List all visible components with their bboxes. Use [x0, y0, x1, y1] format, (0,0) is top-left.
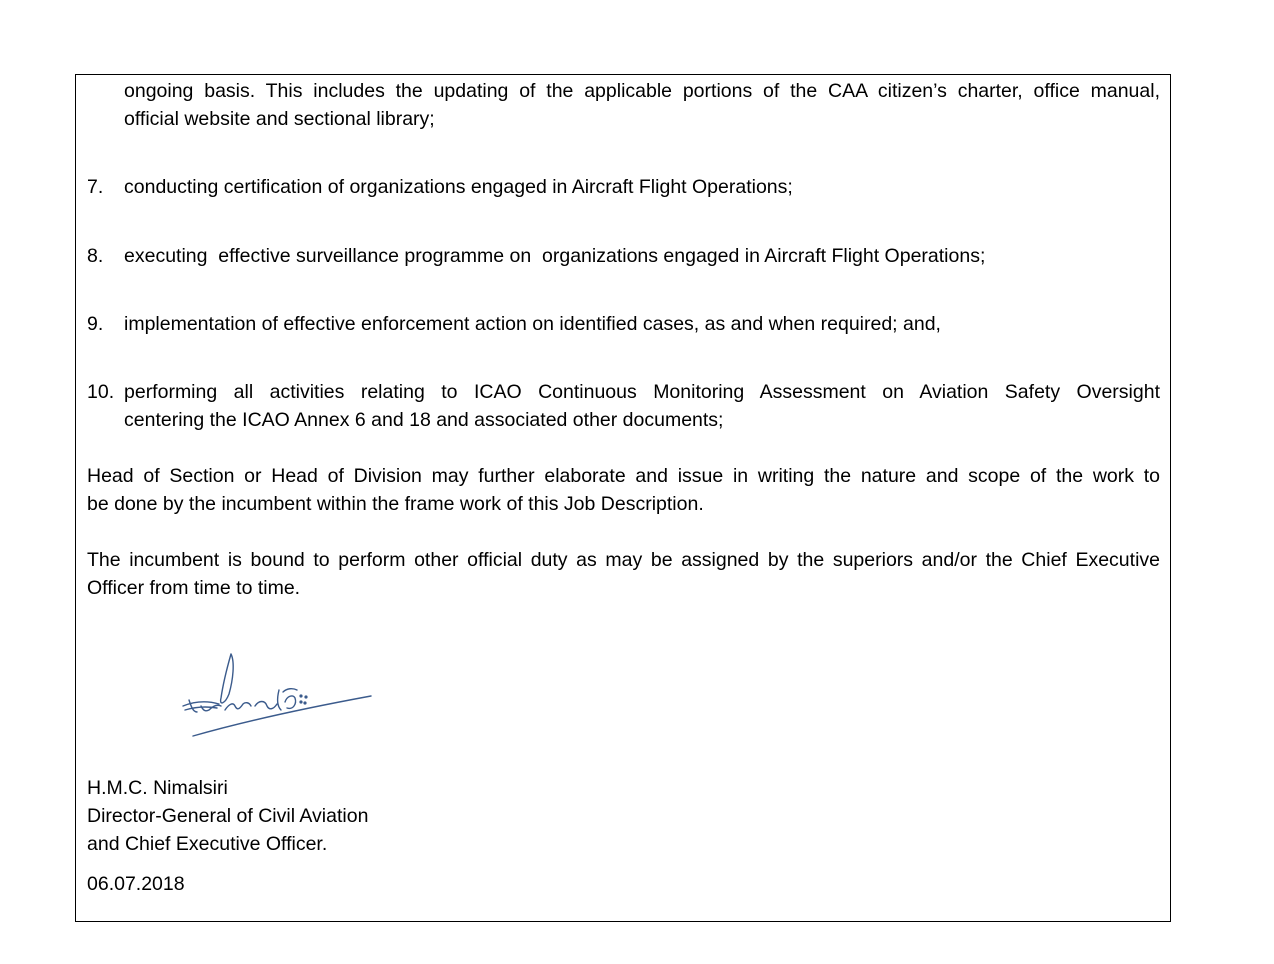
signatory-title: Director-General of Civil Aviation [87, 805, 369, 827]
continuation-line-1: ongoing basis. This includes the updating of the applicable portions of the CAA citizen’s charter, office manual, [124, 80, 1160, 102]
paragraph-line: Officer from time to time. [87, 577, 301, 599]
document-date: 06.07.2018 [87, 873, 185, 895]
continuation-line-2: official website and sectional library; [124, 108, 435, 130]
signature-strokes [183, 654, 371, 736]
item-text: executing effective surveillance programme on organizations engaged in Aircraft Flight Operations; [124, 245, 986, 267]
item-text: conducting certification of organizations engaged in Aircraft Flight Operations; [124, 176, 793, 198]
signatory-name: H.M.C. Nimalsiri [87, 777, 228, 799]
handwritten-signature [175, 640, 385, 745]
item-text: implementation of effective enforcement action on identified cases, as and when required; and, [124, 313, 941, 335]
paragraph-line: Head of Section or Head of Division may further elaborate and issue in writing the nature and scope of the work to [87, 465, 1160, 487]
item-number: 9. [87, 313, 104, 335]
item-number: 7. [87, 176, 104, 198]
item-text: centering the ICAO Annex 6 and 18 and associated other documents; [124, 409, 724, 431]
signatory-title: and Chief Executive Officer. [87, 833, 328, 855]
item-number: 8. [87, 245, 104, 267]
item-number: 10. [87, 381, 115, 403]
paragraph-line: be done by the incumbent within the frame work of this Job Description. [87, 493, 704, 515]
paragraph-line: The incumbent is bound to perform other official duty as may be assigned by the superiors and/or the Chief Executive [87, 549, 1160, 571]
item-text: performing all activities relating to ICAO Continuous Monitoring Assessment on Aviation Safety Oversight [124, 381, 1160, 403]
